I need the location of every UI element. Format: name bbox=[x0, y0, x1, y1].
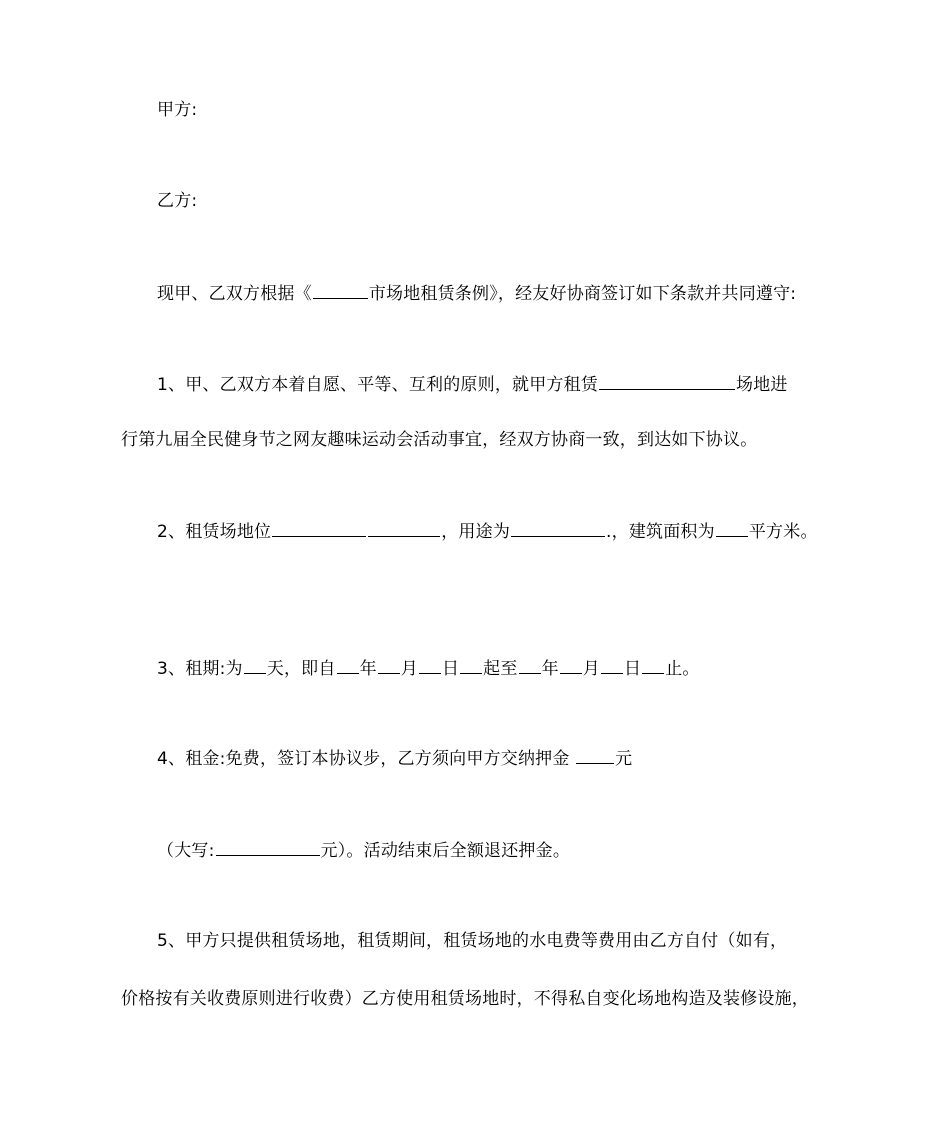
clause-3-day: 日 bbox=[441, 659, 460, 679]
start-day-blank bbox=[419, 656, 441, 674]
preamble-text-after: 市场地租赁条例》，经友好协商签订如下条款并共同遵守: bbox=[368, 284, 797, 304]
clause-1-line-2: 行第九届全民健身节之网友趣味运动会活动事宜，经双方协商一致，到达如下协议。 bbox=[121, 430, 758, 450]
market-name-blank bbox=[313, 281, 368, 299]
clause-4-text-after: 元）。活动结束后全额退还押金。 bbox=[320, 841, 571, 861]
clause-4-capital-label: （大写: bbox=[157, 841, 215, 861]
clause-2-paragraph bbox=[157, 519, 818, 544]
clause-1-text-before: 1、甲、乙双方本着自愿、平等、互利的原则，就甲方租赁 bbox=[157, 375, 599, 395]
clause-1-line-1 bbox=[157, 372, 788, 397]
start-extra-blank bbox=[460, 656, 482, 674]
area-blank bbox=[716, 519, 748, 537]
clause-4-text-before: 4、租金:免费，签订本协议步，乙方须向甲方交纳押金 bbox=[157, 749, 570, 769]
clause-4-yuan: 元 bbox=[615, 749, 633, 769]
clause-2-part-3: .，建筑面积为 bbox=[606, 522, 715, 542]
party-b-label: 乙方: bbox=[157, 191, 198, 211]
clause-3-end: 止。 bbox=[665, 659, 700, 679]
start-year-blank bbox=[337, 656, 359, 674]
clause-3-year-2: 年 bbox=[541, 659, 559, 679]
clause-3-day-2: 日 bbox=[623, 659, 642, 679]
end-extra-blank bbox=[642, 656, 664, 674]
party-a-label: 甲方: bbox=[157, 100, 198, 120]
end-day-blank bbox=[601, 656, 623, 674]
clause-3-month-2: 月 bbox=[582, 659, 600, 679]
deposit-capital-blank bbox=[216, 838, 320, 856]
preamble-text-before: 现甲、乙双方根据《 bbox=[157, 284, 312, 304]
end-month-blank bbox=[560, 656, 582, 674]
clause-2-part-4: 平方米。 bbox=[748, 522, 818, 542]
clause-4-line-2 bbox=[157, 838, 570, 863]
preamble-paragraph bbox=[157, 281, 796, 306]
usage-blank bbox=[511, 519, 605, 537]
clause-2-part-1: 2、租赁场地位 bbox=[157, 522, 272, 542]
clause-5-line-1: 5、甲方只提供租赁场地，租赁期间，租赁场地的水电费等费用由乙方自付（如有， bbox=[157, 931, 788, 951]
clause-3-month: 月 bbox=[400, 659, 418, 679]
rented-venue-blank bbox=[599, 372, 735, 390]
clause-3-from: 天，即自 bbox=[266, 659, 336, 679]
clause-2-part-2: ，用途为 bbox=[441, 522, 511, 542]
days-blank bbox=[244, 656, 266, 674]
clause-4-line-1 bbox=[157, 746, 632, 771]
clause-1-text-after: 场地进 bbox=[736, 375, 788, 395]
start-month-blank bbox=[378, 656, 400, 674]
clause-3-lease-term: 3、租期:为 bbox=[157, 659, 243, 679]
venue-location-blank-2 bbox=[368, 519, 440, 537]
clause-3-year: 年 bbox=[359, 659, 377, 679]
clause-5-line-2: 价格按有关收费原则进行收费）乙方使用租赁场地时，不得私自变化场地构造及装修设施， bbox=[121, 989, 809, 1009]
end-year-blank bbox=[519, 656, 541, 674]
clause-3-until: 起至 bbox=[483, 659, 518, 679]
venue-location-blank-1 bbox=[272, 519, 366, 537]
clause-3-paragraph bbox=[157, 656, 700, 681]
deposit-amount-blank bbox=[576, 746, 614, 764]
